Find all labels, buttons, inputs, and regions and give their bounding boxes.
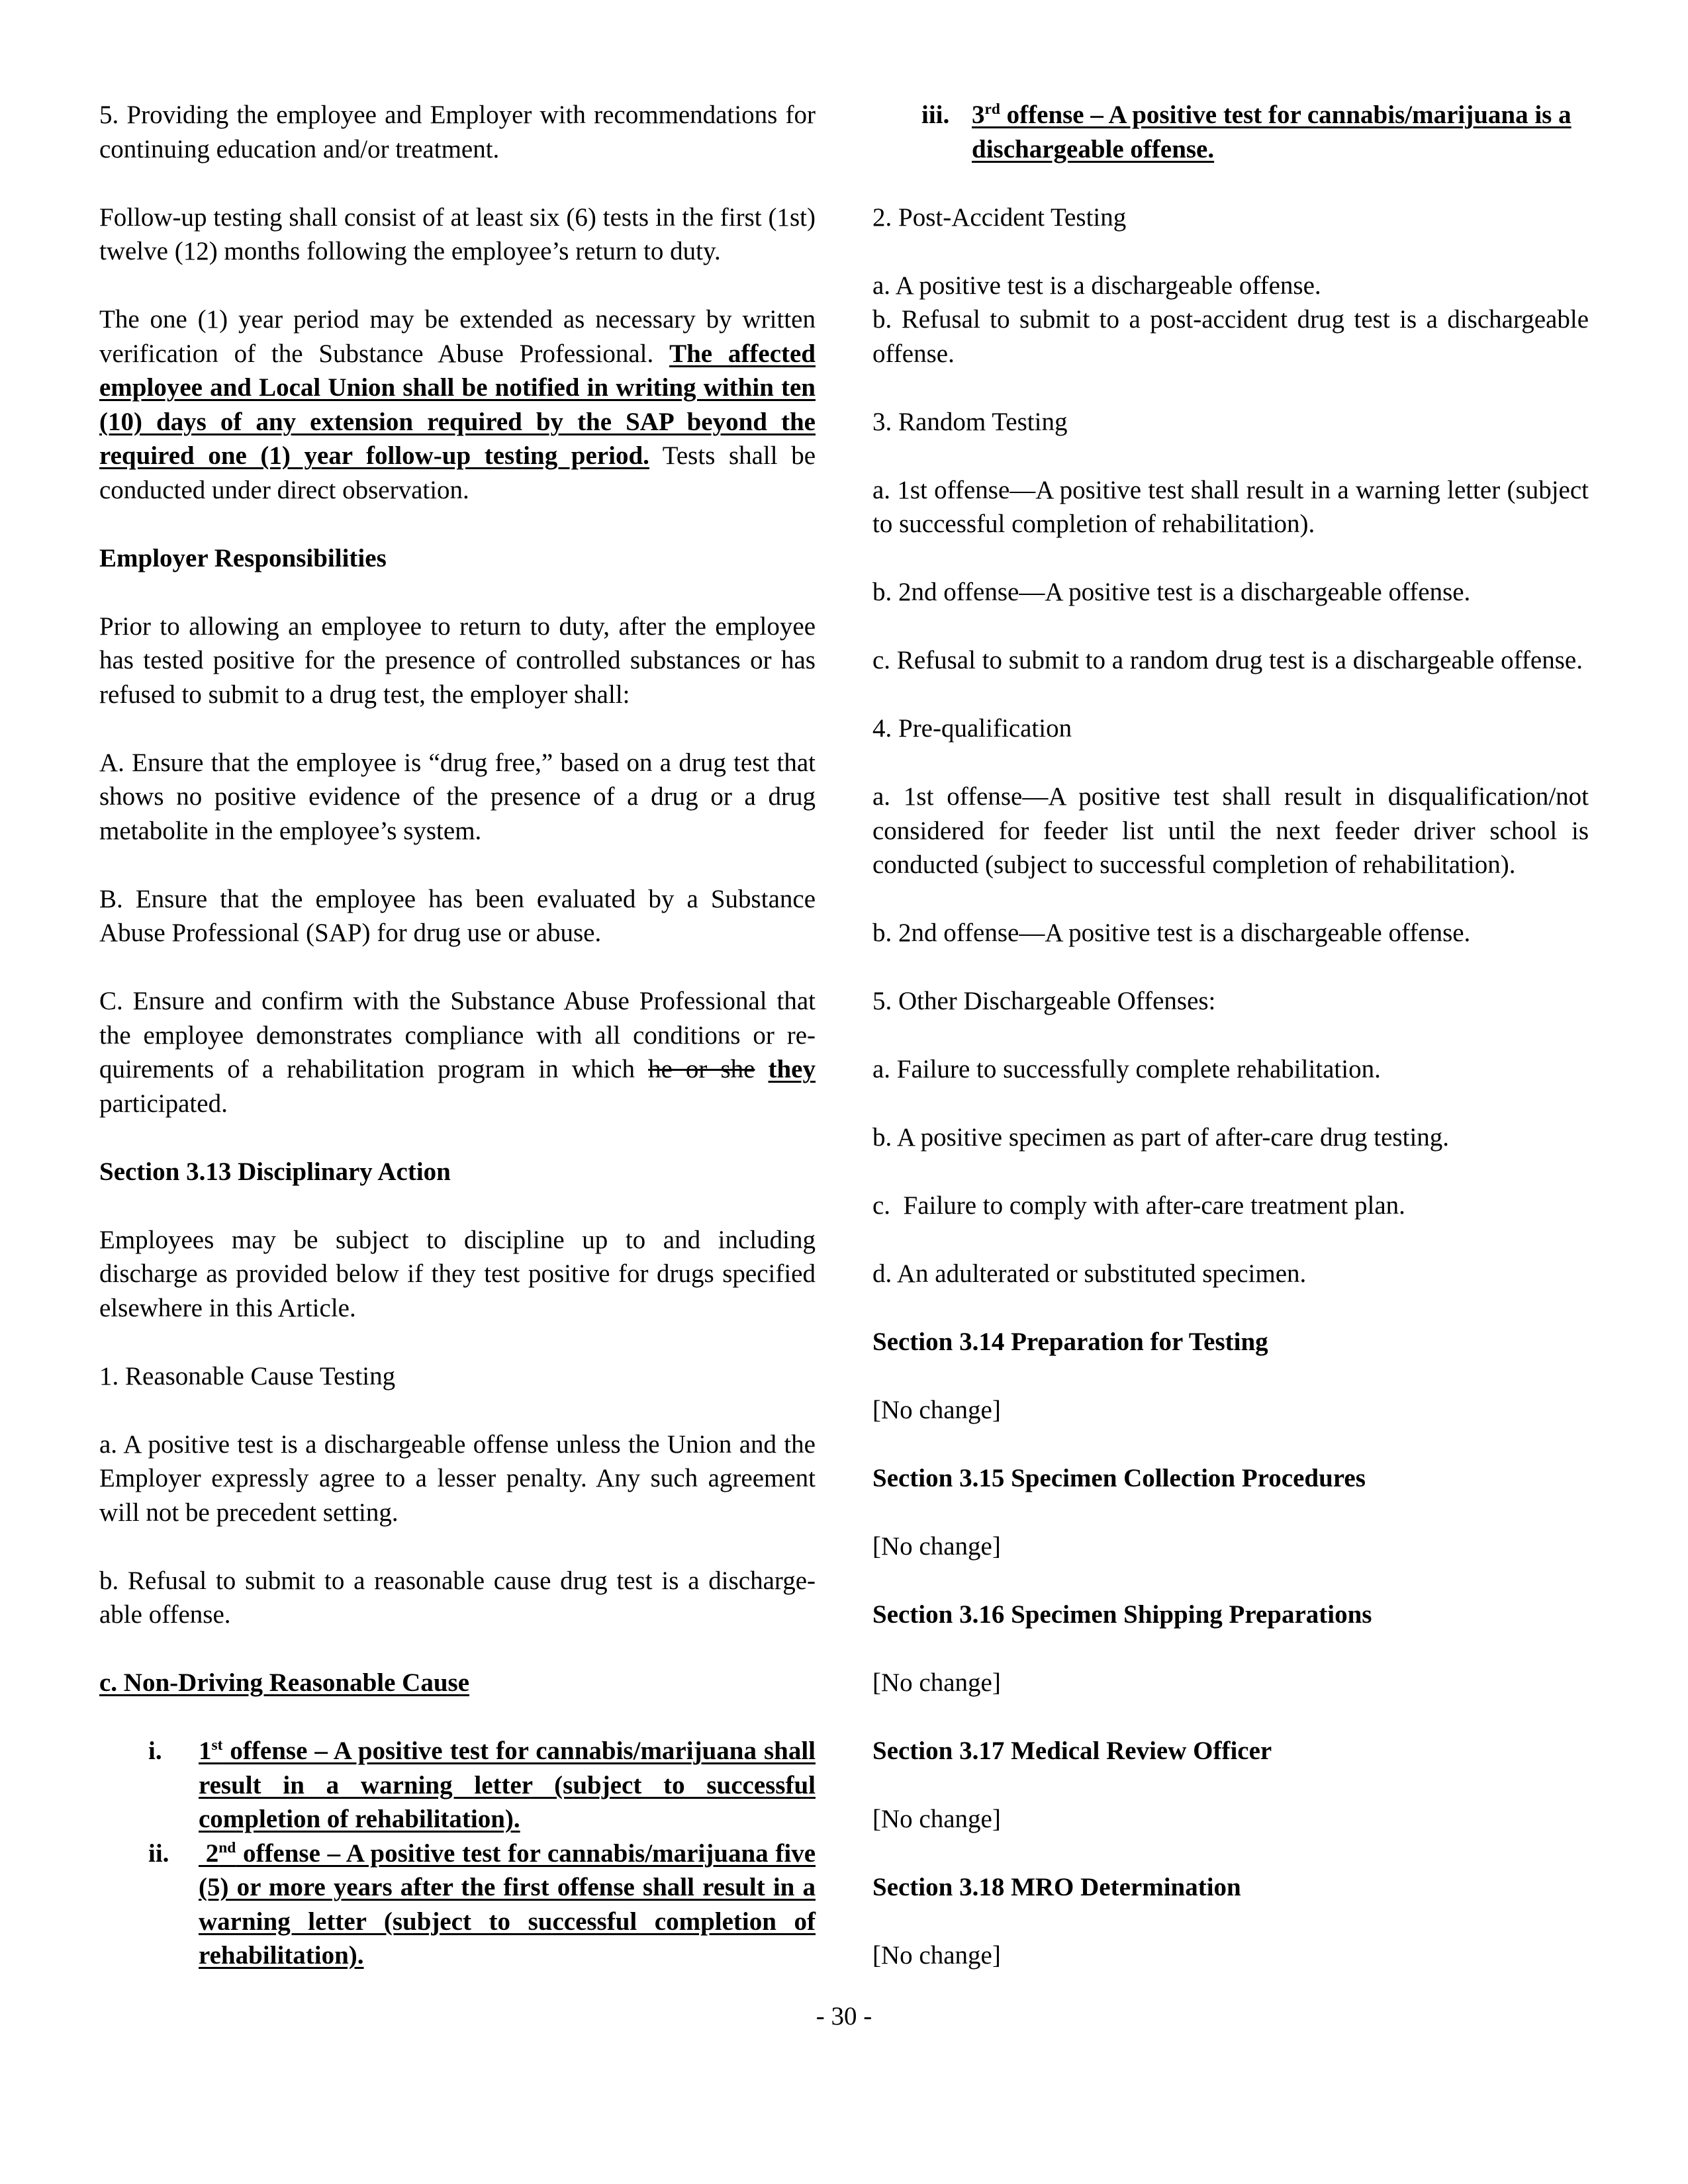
heading-other-offenses: 5. Other Dischargeable Offenses: [872, 987, 1216, 1015]
heading-section-3-15: Section 3.15 Specimen Collection Procedures [872, 1464, 1366, 1492]
list-number: iii. [921, 101, 950, 129]
paragraph-discipline-intro: Employees may be subject to discipline up to and including discharge as provided below if they test positive for drugs specified elsewhere in this Article. [99, 1225, 816, 1322]
section-body: [No change] [872, 1941, 1001, 1970]
item-c-text: C. Ensure and confirm with the Substance Abuse Professional that the employee demonstrates compliance with all conditions or re-quirements of a rehabilitation program in which [99, 987, 816, 1083]
heading-section-3-17: Section 3.17 Medical Review Officer [872, 1737, 1272, 1765]
inserted-text: The affected employee and Local Union shall be notified in writing within ten (10) days of any extension required by the SAP beyond the required one (1) year follow-up testing period. [99, 339, 816, 470]
paragraph-pa-a: a. A positive test is a dischargeable offense. [872, 271, 1321, 300]
paragraph-pq-b: b. 2nd offense—A positive test is a dischargeable offense. [872, 919, 1471, 947]
heading-section-3-13: Section 3.13 Disciplinary Action [99, 1157, 451, 1186]
left-column [99, 98, 816, 1973]
paragraph-pq-a: a. 1st offense—A positive test shall result in disqualification/not considered for feeder list until the next feeder driver school is conducted (subject to successful completion of rehabilitation). [872, 782, 1589, 879]
heading-section-3-14: Section 3.14 Preparation for Testing [872, 1328, 1268, 1356]
heading-employer-responsibilities: Employer Responsibilities [99, 543, 387, 572]
heading-reasonable-cause: 1. Reasonable Cause Testing [99, 1361, 396, 1390]
paragraph-rt-b: b. 2nd offense—A positive test is a dischargeable offense. [872, 578, 1471, 606]
paragraph-rt-c: c. Refusal to submit to a random drug test is a dischargeable offense. [872, 646, 1583, 674]
section-body: [No change] [872, 1668, 1001, 1697]
section-body: [No change] [872, 1805, 1001, 1833]
list-text: 2nd offense – A positive test for cannabis/marijuana five (5) or more years after the first offense shall result in a warning letter (subject to successful completion of rehabilitation). [199, 1839, 816, 1970]
paragraph-rc-b: b. Refusal to submit to a reasonable cause drug test is a discharge-able offense. [99, 1566, 816, 1629]
heading-section-3-16: Section 3.16 Specimen Shipping Preparations [872, 1600, 1372, 1629]
paragraph-follow-up-testing: Follow-up testing shall consist of at least six (6) tests in the first (1st) twelve (12) months following the employee’s return to duty. [99, 203, 816, 265]
heading-non-driving-reasonable-cause: c. Non-Driving Reasonable Cause [99, 1668, 470, 1697]
item-c-tail: participated. [99, 1089, 228, 1118]
list-number: i. [148, 1737, 162, 1765]
paragraph-employer-intro: Prior to allowing an employee to return to duty, after the employee has tested positive for the presence of controlled substances or has refused to submit to a drug test, the employer shall: [99, 612, 816, 709]
list-item [99, 1734, 816, 1837]
paragraph-od-c: c. Failure to comply with after-care treatment plan. [872, 1191, 1405, 1220]
paragraph-od-d: d. An adulterated or substituted specimen. [872, 1259, 1307, 1288]
heading-random-testing: 3. Random Testing [872, 407, 1068, 436]
section-body: [No change] [872, 1396, 1001, 1424]
section-body: [No change] [872, 1532, 1001, 1561]
paragraph-item-b: B. Ensure that the employee has been evaluated by a Substance Abuse Professional (SAP) for drug use or abuse. [99, 884, 816, 947]
heading-pre-qualification: 4. Pre-qualification [872, 714, 1072, 743]
paragraph-od-a: a. Failure to successfully complete rehabilitation. [872, 1055, 1381, 1083]
page-number: - 30 - [816, 2002, 872, 2030]
list-text: 3rd offense – A positive test for cannabis/marijuana is a dischargeable offense. [972, 101, 1571, 163]
paragraph-rc-a: a. A positive test is a dischargeable offense unless the Union and the Employer expressly agree to a lesser penalty. Any such agreement will not be precedent setting. [99, 1430, 816, 1527]
extension-text: The one (1) year period may be extended as necessary by written verification of the Substance Abuse Professional. [99, 305, 816, 368]
heading-section-3-18: Section 3.18 MRO Determination [872, 1873, 1241, 1901]
paragraph-extension [99, 302, 816, 507]
heading-post-accident: 2. Post-Accident Testing [872, 203, 1127, 232]
paragraph-od-b: b. A positive specimen as part of after-care drug testing. [872, 1123, 1450, 1152]
paragraph-rt-a: a. 1st offense—A positive test shall result in a warning letter (subject to successful completion of rehabilitation). [872, 475, 1589, 538]
roman-list-left [99, 1734, 816, 1973]
paragraph-pa-b: b. Refusal to submit to a post-accident drug test is a dischargeable offense. [872, 305, 1589, 368]
list-number: ii. [148, 1839, 169, 1868]
extension-tail: Tests shall be conducted under direct observation. [99, 441, 816, 504]
right-column [872, 98, 1589, 2007]
list-item [99, 1837, 816, 1973]
list-item [872, 98, 1589, 166]
paragraph-item-a: A. Ensure that the employee is “drug free,” based on a drug test that shows no positive evidence of the presence of a drug or a drug metabolite in the employee’s system. [99, 748, 816, 845]
deleted-text: he or she [648, 1055, 755, 1083]
paragraph-item-c [99, 984, 816, 1120]
roman-list-right [872, 98, 1589, 166]
inserted-text: they [768, 1055, 816, 1083]
list-text: 1st offense – A positive test for cannabis/marijuana shall result in a warning letter (subject to successful completion of rehabilitation). [199, 1737, 816, 1833]
paragraph-sap-recommendations: 5. Providing the employee and Employer with recommendations for continuing education and/or treatment. [99, 101, 816, 163]
